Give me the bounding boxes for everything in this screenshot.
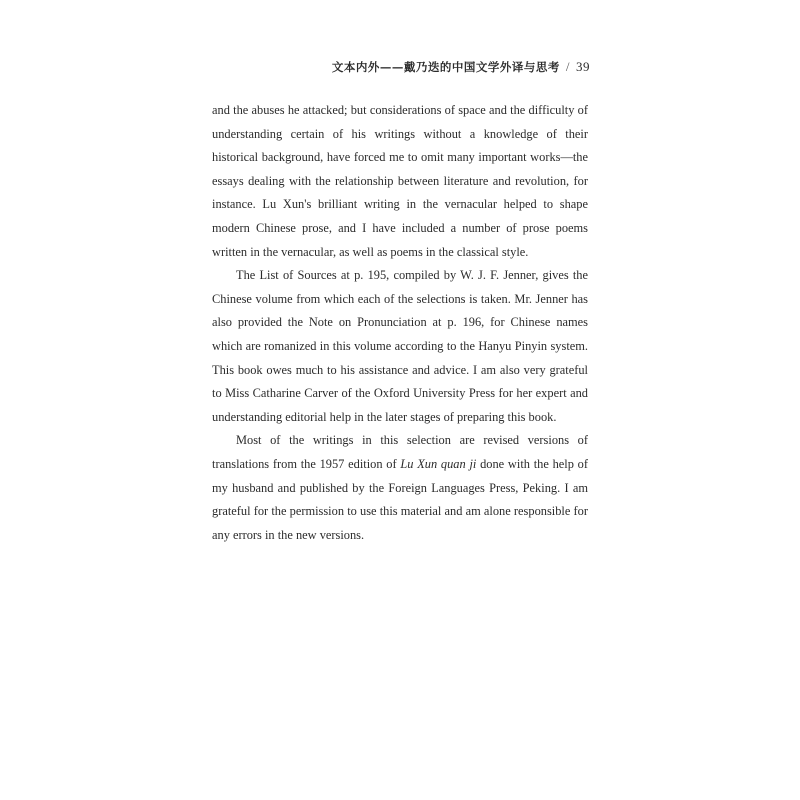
- paragraph-3: [212, 429, 588, 547]
- page-number: 39: [576, 59, 590, 74]
- body-text: [212, 99, 588, 547]
- book-title-italic: Lu Xun quan ji: [400, 456, 477, 471]
- running-head: [332, 59, 590, 75]
- paragraph-1: and the abuses he attacked; but considerations of space and the difficulty of understanding certain of his writings without a knowledge of their historical background, have forced me to omit many important works—the essays dealing with the relationship between literature and revolution, for instance. Lu Xun's brilliant writing in the vernacular helped to shape modern Chinese prose, and I have included a number of prose poems written in the vernacular, as well as poems in the classical style.: [212, 103, 588, 259]
- running-head-separator: /: [565, 59, 570, 74]
- running-head-title: 文本内外——戴乃迭的中国文学外译与思考: [331, 60, 560, 74]
- paragraph-3-text-start: Most of the writings in this selection are revised versions of translations from the 1957 edition of: [212, 433, 588, 471]
- paragraph-2: The List of Sources at p. 195, compiled by W. J. F. Jenner, gives the Chinese volume from which each of the selections is taken. Mr. Jenner has also provided the Note on Pronunciation at p. 196, for Chinese names which are romanized in this volume according to the Hanyu Pinyin system. This book owes much to his assistance and advice. I am also very grateful to Miss Catharine Carver of the Oxford University Press for her expert and understanding editorial help in the later stages of preparing this book.: [212, 268, 588, 424]
- paragraph-3-text-end: done with the help of my husband and published by the Foreign Languages Press, Peking. I am grateful for the permission to use this material and am alone responsible for any errors in the new versions.: [212, 456, 588, 542]
